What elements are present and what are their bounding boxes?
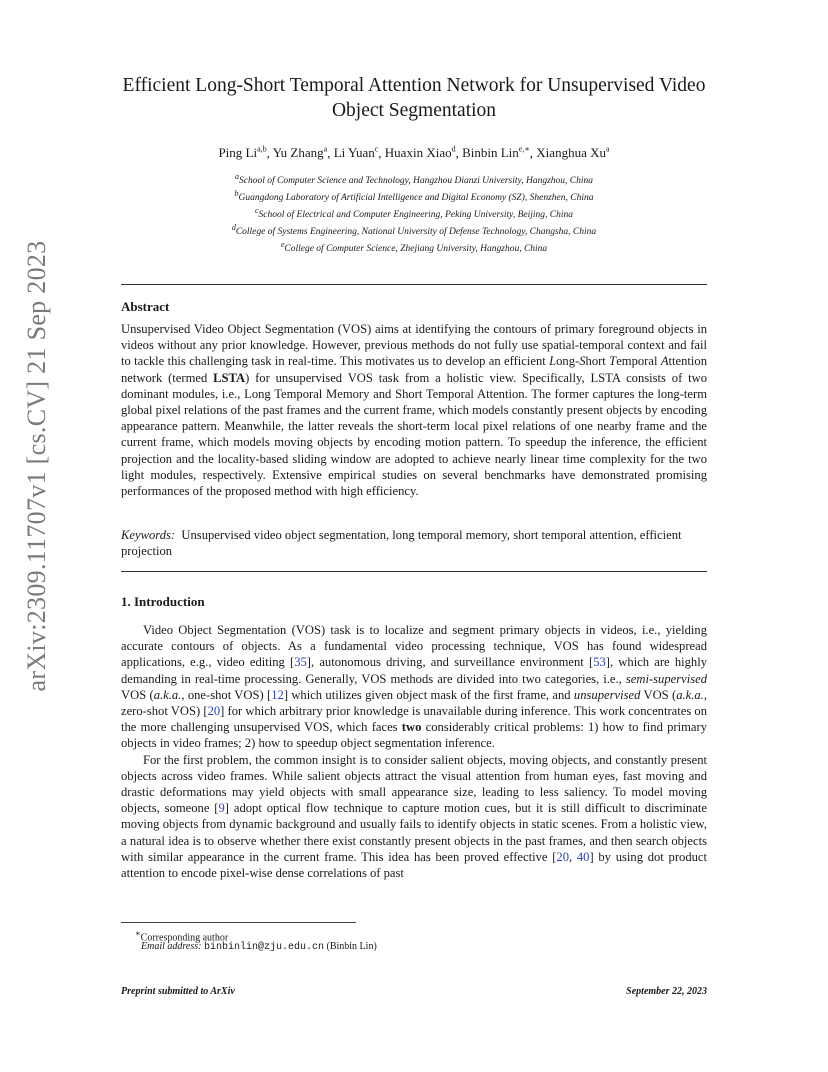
section-heading: 1. Introduction [121, 594, 205, 609]
author: Xianghua Xu$^a$ [536, 145, 610, 161]
affiliation: $^c$School of Electrical and Computer Engineering, Peking University, Beijing, China [254, 205, 574, 221]
footnote-corresponding: ∗Corresponding author [135, 929, 229, 944]
citation-link[interactable]: 40 [576, 849, 590, 864]
author: Huaxin Xiao$^d$ [384, 145, 456, 161]
affiliation: $^e$College of Computer Science, Zhejiang University, Hangzhou, China [280, 239, 548, 254]
affiliation: $^a$School of Computer Science and Technology, Hangzhou Dianzi University, Hangzhou, China [234, 172, 594, 187]
affiliation: $^b$Guangdong Laboratory of Artificial Intelligence and Digital Economy (SZ), Shenzhen, China [234, 188, 594, 204]
abstract-body: Unsupervised Video Object Segmentation (VOS) aims at identifying the contours of primary foreground objects in videos without any prior knowledge. However, previous methods do not fully use spatial-temporal context and fail to tackle this challenging task in real-time. This motivates us to develop an efficient Long-Short Temporal Attention network (termed LSTA) for unsupervised VOS task from a holistic view. Specifically, LSTA consists of two dominant modules, i.e., Long Temporal Memory and Short Temporal Attention. The former captures the long-term global pixel relations of the past frames and the current frame, which models constantly present objects by encoding appearance pattern. Meanwhile, the latter reveals the short-term local pixel relations of one nearby frame and the current frame, which models moving objects by encoding motion pattern. To speedup the inference, the efficient projection and the locality-based sliding window are adopted to achieve nearly linear time complexity for the two light modules, respectively. Extensive empirical studies on several benchmarks have demonstrated promising performances of the proposed method with high efficiency. [121, 322, 708, 499]
divider [121, 284, 707, 285]
arxiv-identifier[interactable]: arXiv:2309.11707v1 [cs.CV] 21 Sep 2023 [22, 240, 51, 692]
introduction-body [121, 622, 707, 881]
affiliation-list [110, 171, 718, 256]
author: Ping Li$^{a,b}$ [218, 145, 267, 161]
footnote-divider [121, 922, 356, 923]
paper-title: Efficient Long-Short Temporal Attention Network for Unsupervised Video Object Segmentation [122, 75, 706, 121]
citation-link[interactable]: 35 [294, 655, 307, 670]
author-list: Ping Li$^{a,b}$, Yu Zhang$^a$, Li Yuan$^c$, Huaxin Xiao$^d$, Binbin Lin$^{e,∗}$, Xianghua Xu$^a$ [218, 145, 610, 161]
footer-left: Preprint submitted to ArXiv [121, 986, 235, 997]
paragraph: Video Object Segmentation (VOS) task is to localize and segment primary objects in videos, i.e., yielding accurate contours of objects. As a fundamental video processing technique, VOS has found widespread applications, e.g., video editing [35], autonomous driving, and surveillance environment [53], which are highly demanding in real-time processing. Generally, VOS methods are divided into two categories, i.e., semi-supervised VOS (a.k.a., one-shot VOS) [12] which utilizes given object mask of the first frame, and unsupervised VOS (a.k.a., zero-shot VOS) [20] for which arbitrary prior knowledge is unavailable during inference. This work concentrates on the more challenging unsupervised VOS, which faces two considerably critical problems: 1) how to find primary objects in video frames; 2) how to speedup object segmentation inference. [121, 623, 707, 751]
citation-link[interactable]: 12 [271, 687, 284, 702]
abstract-heading: Abstract [121, 299, 170, 314]
footer-date: September 22, 2023 [626, 986, 707, 997]
email-link[interactable]: binbinlin@zju.edu.cn [203, 942, 324, 953]
author: Yu Zhang$^a$ [272, 145, 328, 161]
author: Binbin Lin$^{e,∗}$ [462, 145, 530, 161]
divider [121, 571, 707, 572]
arxiv-sidebar [22, 240, 52, 692]
citation-link[interactable]: 20 [207, 704, 221, 719]
citation-link[interactable]: 9 [218, 801, 225, 816]
author: Li Yuan$^c$ [333, 145, 379, 161]
footnote-email: Email address: binbinlin@zju.edu.cn (Binbin Lin) [141, 941, 377, 953]
keywords: Keywords: Unsupervised video object segmentation, long temporal memory, short temporal attention, efficient projection [121, 528, 682, 559]
citation-link[interactable]: 53 [593, 655, 606, 670]
paragraph: For the first problem, the common insight is to consider salient objects, moving objects, and constantly present objects across video frames. While salient objects attract the visual attention from human eyes, fast moving and drastic deformations may yield objects with small appearance size, leading to less saliency. To model moving objects, someone [9] adopt optical flow technique to capture motion cues, but it is still difficult to discriminate moving objects from dynamic background and usually fails to identify objects in static scenes. From a holistic view, a natural idea is to observe whether there exist constantly present objects in the past frames, and then search objects with similar appearance in the current frame. This idea has been proved effective [20, 40] by using dot product attention to encode pixel-wise dense correlations of past [121, 752, 707, 881]
affiliation: $^d$College of Systems Engineering, National University of Defense Technology, Changsha, China [231, 222, 597, 238]
citation-link[interactable]: 20 [556, 849, 569, 864]
